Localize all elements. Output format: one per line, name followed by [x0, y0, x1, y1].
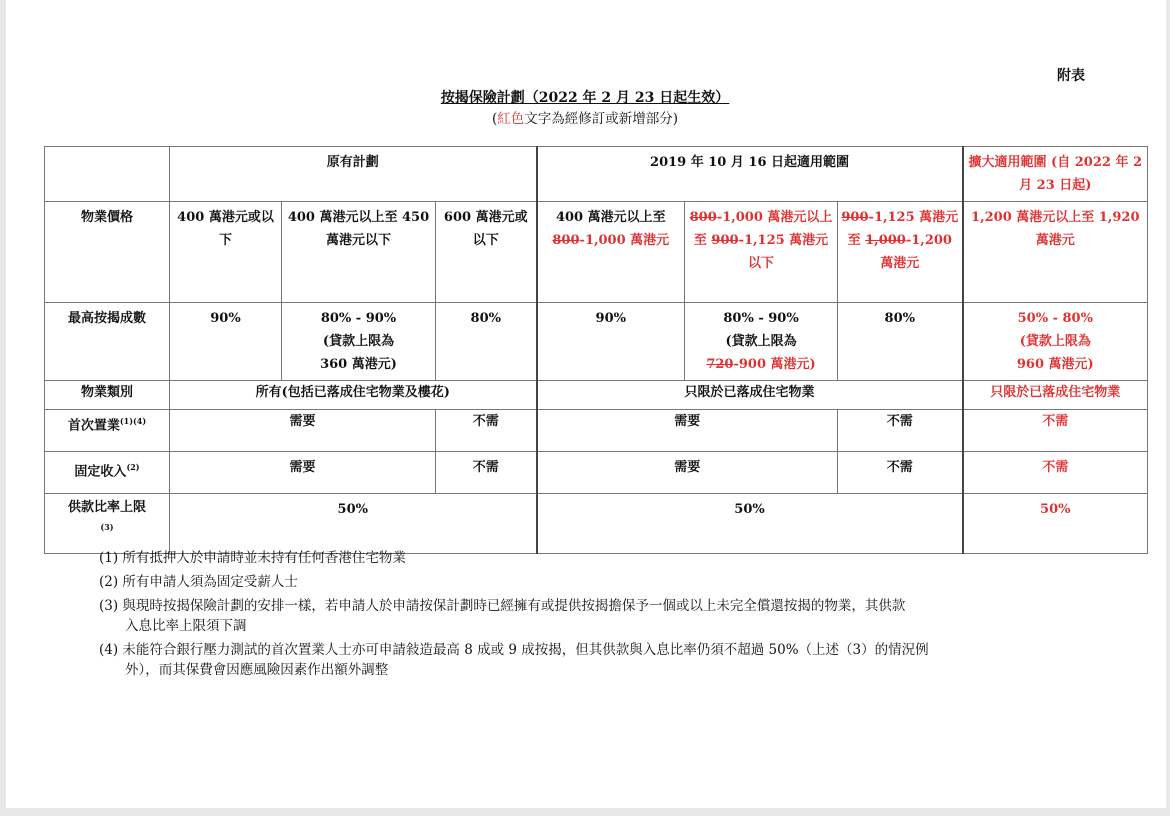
- ltv-c2-b: (貸款上限為: [322, 334, 395, 349]
- subtitle-red-word: 紅色: [497, 111, 525, 127]
- footnote-3-text: (3) 與現時按揭保險計劃的安排一樣，若申請人於申請按保計劃時已經擁有或提供按揭擔保予一個或以上未完全償還按揭的物業，其供款: [99, 598, 906, 614]
- label-dti: [45, 494, 170, 554]
- document-title-text: 按揭保險計劃（2022 年 2 月 23 日起生效）: [440, 90, 730, 106]
- label-first-text: 首次置業: [67, 418, 120, 434]
- label-income-sup: (2): [126, 462, 140, 472]
- ltv-c7-a: 50% - 80%: [1017, 311, 1093, 326]
- price-c6-strike1: 900: [841, 210, 869, 225]
- row-price: [45, 202, 1148, 303]
- dti-2019: 50%: [537, 494, 963, 554]
- ltv-c7-b: (貸款上限為: [1019, 334, 1091, 349]
- price-c6-strike2: 1,000: [865, 233, 906, 248]
- row-income: [45, 452, 1148, 494]
- ltv-c7: [963, 303, 1148, 381]
- ltv-c5-b: (貸款上限為: [725, 334, 797, 349]
- first-noneed-original: 不需: [436, 410, 537, 452]
- label-first-sup: (1)(4): [119, 416, 147, 426]
- dti-expanded: 50%: [963, 494, 1148, 554]
- price-c5-a: 1,000 萬港元以上至: [693, 210, 833, 248]
- income-need-2019: 需要: [537, 452, 838, 494]
- price-c5-strike2: 900: [711, 233, 739, 248]
- label-dti-text: 供款比率上限: [67, 500, 146, 515]
- ltv-c5-c: 900 萬港元): [738, 357, 816, 372]
- footnote-3: [99, 596, 1109, 636]
- first-need-original: 需要: [170, 410, 436, 452]
- price-c5: 800-1,000 萬港元以上至 900-1,125 萬港元以下: [685, 202, 838, 303]
- dti-original: 50%: [170, 494, 537, 554]
- footnote-4-text: (4) 未能符合銀行壓力測試的首次置業人士亦可申請敍造最高 8 成或 9 成按揭，但其供款與入息比率仍須不超過 50%（上述（3）的情況例: [99, 642, 929, 658]
- ltv-c6: 80%: [838, 303, 963, 381]
- price-c5-b: 1,125 萬港元以下: [743, 233, 829, 271]
- price-c4-a: 400 萬港元以上至: [555, 210, 666, 225]
- viewer-frame-bottom: [0, 808, 1170, 816]
- header-empty: [45, 147, 170, 202]
- type-2019: 只限於已落成住宅物業: [537, 381, 963, 410]
- footnote-4-cont: 外），而其保費會因應風險因素作出額外調整: [125, 662, 389, 678]
- price-c2: 400 萬港元以上至 450 萬港元以下: [282, 202, 436, 303]
- header-original: 原有計劃: [170, 147, 537, 202]
- mortgage-insurance-table: [44, 146, 1148, 554]
- price-c5-strike1: 800: [689, 210, 717, 225]
- header-2019: 2019 年 10 月 16 日起適用範圍: [537, 147, 963, 202]
- income-noneed-original: 不需: [436, 452, 537, 494]
- ltv-c1: 90%: [170, 303, 282, 381]
- first-expanded: 不需: [963, 410, 1148, 452]
- ltv-c5-a: 80% - 90%: [723, 311, 799, 326]
- footnote-1-text: (1) 所有抵押人於申請時並未持有任何香港住宅物業: [99, 550, 406, 566]
- price-c6-b: 1,200 萬港元: [880, 233, 952, 271]
- row-dti: [45, 494, 1148, 554]
- footnote-2-text: (2) 所有申請人須為固定受薪人士: [99, 574, 298, 590]
- subtitle-rest: 文字為經修訂或新增部分): [524, 111, 679, 127]
- ltv-c2-a: 80% - 90%: [320, 311, 397, 326]
- price-c1: 400 萬港元或以下: [170, 202, 282, 303]
- label-ltv: 最高按揭成數: [45, 303, 170, 381]
- row-type: [45, 381, 1148, 410]
- price-c7: 1,200 萬港元以上至 1,920 萬港元: [963, 202, 1148, 303]
- ltv-c5: 80% - 90% (貸款上限為 720-900 萬港元): [685, 303, 838, 381]
- subtitle-open: (: [491, 111, 498, 127]
- label-dti-sup: (3): [100, 522, 114, 532]
- first-noneed-2019: 不需: [838, 410, 963, 452]
- label-income: [45, 452, 170, 494]
- footnote-4: [99, 640, 1109, 680]
- footnote-2: [99, 572, 1109, 592]
- ltv-c5-strike: 720: [706, 357, 734, 372]
- footnote-3-cont: 入息比率上限須下調: [125, 618, 247, 634]
- annex-label: 附表: [1057, 68, 1085, 84]
- price-c4: 400 萬港元以上至 800-1,000 萬港元: [537, 202, 685, 303]
- ltv-c3: 80%: [436, 303, 537, 381]
- first-need-2019: 需要: [537, 410, 838, 452]
- income-noneed-2019: 不需: [838, 452, 963, 494]
- price-c3: 600 萬港元或以下: [436, 202, 537, 303]
- document-title: [0, 87, 1170, 107]
- header-row: [45, 147, 1148, 202]
- label-price: 物業價格: [45, 202, 170, 303]
- footnotes: [99, 548, 1109, 684]
- row-first-home: [45, 410, 1148, 452]
- price-c4-strike: 800: [552, 233, 580, 248]
- type-expanded: 只限於已落成住宅物業: [963, 381, 1148, 410]
- ltv-c7-c: 960 萬港元): [1016, 357, 1094, 372]
- label-type: 物業類別: [45, 381, 170, 410]
- price-c6-a: 1,125 萬港元至: [847, 210, 959, 248]
- ltv-c4: 90%: [537, 303, 685, 381]
- ltv-c2: [282, 303, 436, 381]
- label-first-home: [45, 410, 170, 452]
- income-expanded: 不需: [963, 452, 1148, 494]
- ltv-c2-c: 360 萬港元): [320, 357, 397, 372]
- price-c4-b: 1,000 萬港元: [584, 233, 670, 248]
- label-income-text: 固定收入: [74, 464, 127, 480]
- header-expanded: 擴大適用範圍 (自 2022 年 2 月 23 日起): [963, 147, 1148, 202]
- document-subtitle: [0, 107, 1170, 127]
- row-ltv: [45, 303, 1148, 381]
- type-original: 所有(包括已落成住宅物業及樓花): [170, 381, 537, 410]
- footnote-1: [99, 548, 1109, 568]
- price-c6: 900-1,125 萬港元至 1,000-1,200 萬港元: [838, 202, 963, 303]
- income-need-original: 需要: [170, 452, 436, 494]
